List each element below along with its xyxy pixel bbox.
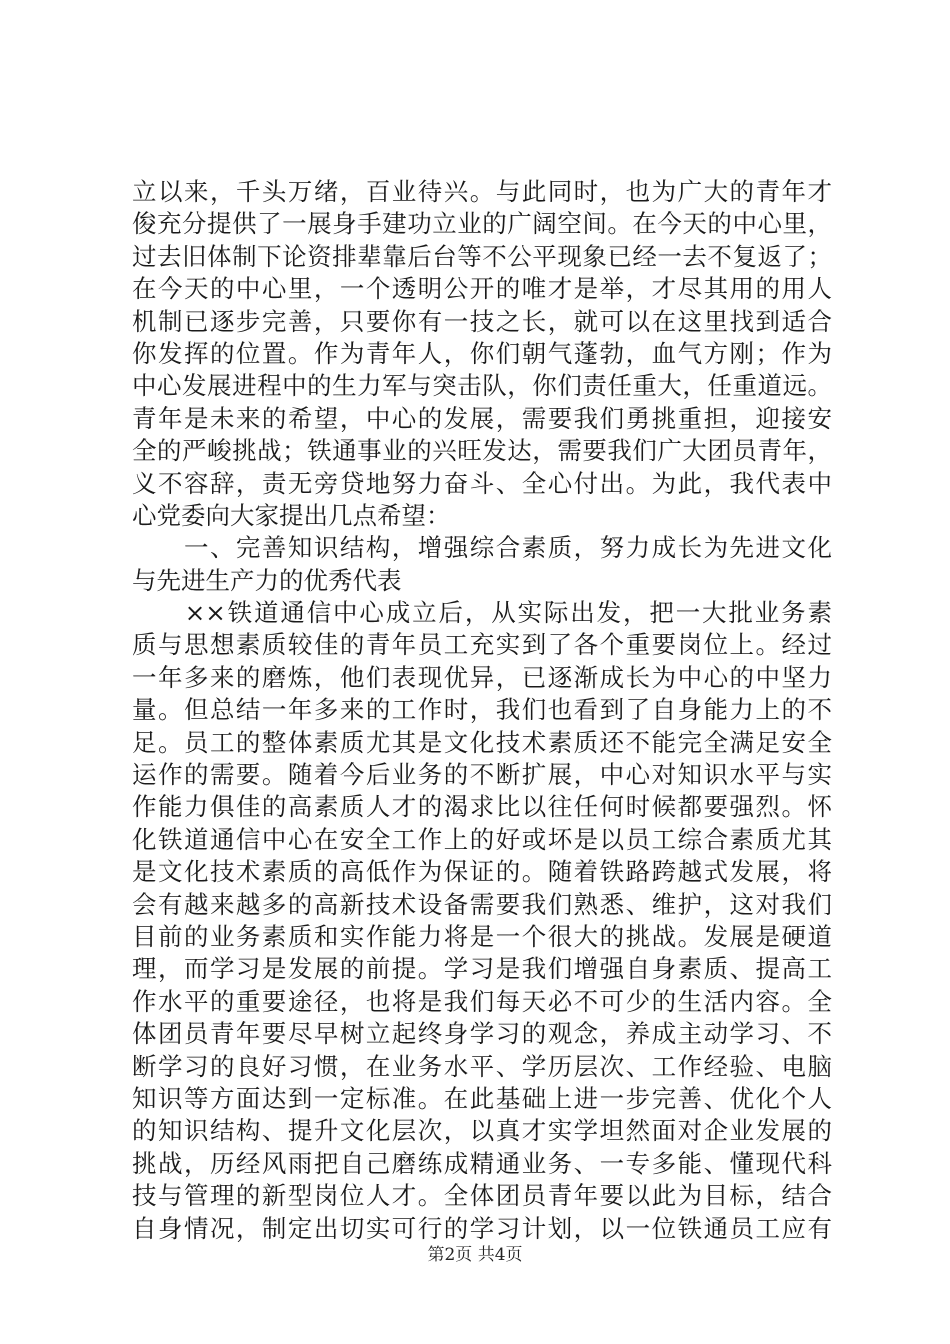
text-line: ××铁道通信中心成立后，从实际出发，把一大批业务素 (132, 598, 832, 628)
text-line: 断学习的良好习惯，在业务水平、学历层次、工作经验、电脑 (132, 1051, 832, 1081)
text-line: 目前的业务素质和实作能力将是一个很大的挑战。发展是硬道 (132, 921, 832, 951)
text-line: 一年多来的磨炼，他们表现优异，已逐渐成长为中心的中坚力 (132, 662, 832, 692)
text-line: 全的严峻挑战；铁通事业的兴旺发达，需要我们广大团员青年， (132, 436, 832, 466)
section-heading-line: 与先进生产力的优秀代表 (132, 565, 402, 595)
text-line: 足。员工的整体素质尤其是文化技术素质还不能完全满足安全 (132, 727, 832, 757)
text-line: 义不容辞，责无旁贷地努力奋斗、全心付出。为此，我代表中 (132, 468, 832, 498)
section-heading-line: 一、完善知识结构，增强综合素质，努力成长为先进文化 (132, 533, 832, 563)
text-line: 心党委向大家提出几点希望： (132, 500, 451, 530)
text-line: 中心发展进程中的生力军与突击队，你们责任重大，任重道远。 (132, 371, 832, 401)
text-line: 自身情况，制定出切实可行的学习计划，以一位铁通员工应有 (132, 1213, 832, 1243)
text-line: 质与思想素质较佳的青年员工充实到了各个重要岗位上。经过 (132, 630, 832, 660)
text-line: 你发挥的位置。作为青年人，你们朝气蓬勃，血气方刚；作为 (132, 338, 832, 368)
page-number-footer: 第2页 共4页 (427, 1245, 523, 1265)
text-line: 机制已逐步完善，只要你有一技之长，就可以在这里找到适合 (132, 306, 832, 336)
text-line: 俊充分提供了一展身手建功立业的广阔空间。在今天的中心里， (132, 209, 832, 239)
text-line: 的知识结构、提升文化层次，以真才实学坦然面对企业发展的 (132, 1116, 832, 1146)
text-line: 作能力俱佳的高素质人才的渴求比以往任何时候都要强烈。怀 (132, 792, 832, 822)
text-line: 知识等方面达到一定标准。在此基础上进一步完善、优化个人 (132, 1083, 832, 1113)
text-line: 量。但总结一年多来的工作时，我们也看到了自身能力上的不 (132, 695, 832, 725)
text-line: 运作的需要。随着今后业务的不断扩展，中心对知识水平与实 (132, 760, 832, 790)
text-line: 理，而学习是发展的前提。学习是我们增强自身素质、提高工 (132, 954, 832, 984)
text-line: 在今天的中心里，一个透明公开的唯才是举，才尽其用的用人 (132, 274, 832, 304)
text-line: 挑战，历经风雨把自己磨练成精通业务、一专多能、懂现代科 (132, 1148, 832, 1178)
text-line: 会有越来越多的高新技术设备需要我们熟悉、维护，这对我们 (132, 889, 832, 919)
text-line: 技与管理的新型岗位人才。全体团员青年要以此为目标，结合 (132, 1181, 832, 1211)
text-line: 立以来，千头万绪，百业待兴。与此同时，也为广大的青年才 (132, 177, 832, 206)
text-line: 过去旧体制下论资排辈靠后台等不公平现象已经一去不复返了； (132, 241, 832, 271)
text-line: 化铁道通信中心在安全工作上的好或坏是以员工综合素质尤其 (132, 824, 832, 854)
body-text (132, 176, 832, 1245)
text-line: 体团员青年要尽早树立起终身学习的观念，养成主动学习、不 (132, 1019, 832, 1049)
text-line: 作水平的重要途径，也将是我们每天必不可少的生活内容。全 (132, 986, 832, 1016)
text-line: 是文化技术素质的高低作为保证的。随着铁路跨越式发展，将 (132, 857, 832, 887)
text-line: 青年是未来的希望，中心的发展，需要我们勇挑重担，迎接安 (132, 403, 832, 433)
